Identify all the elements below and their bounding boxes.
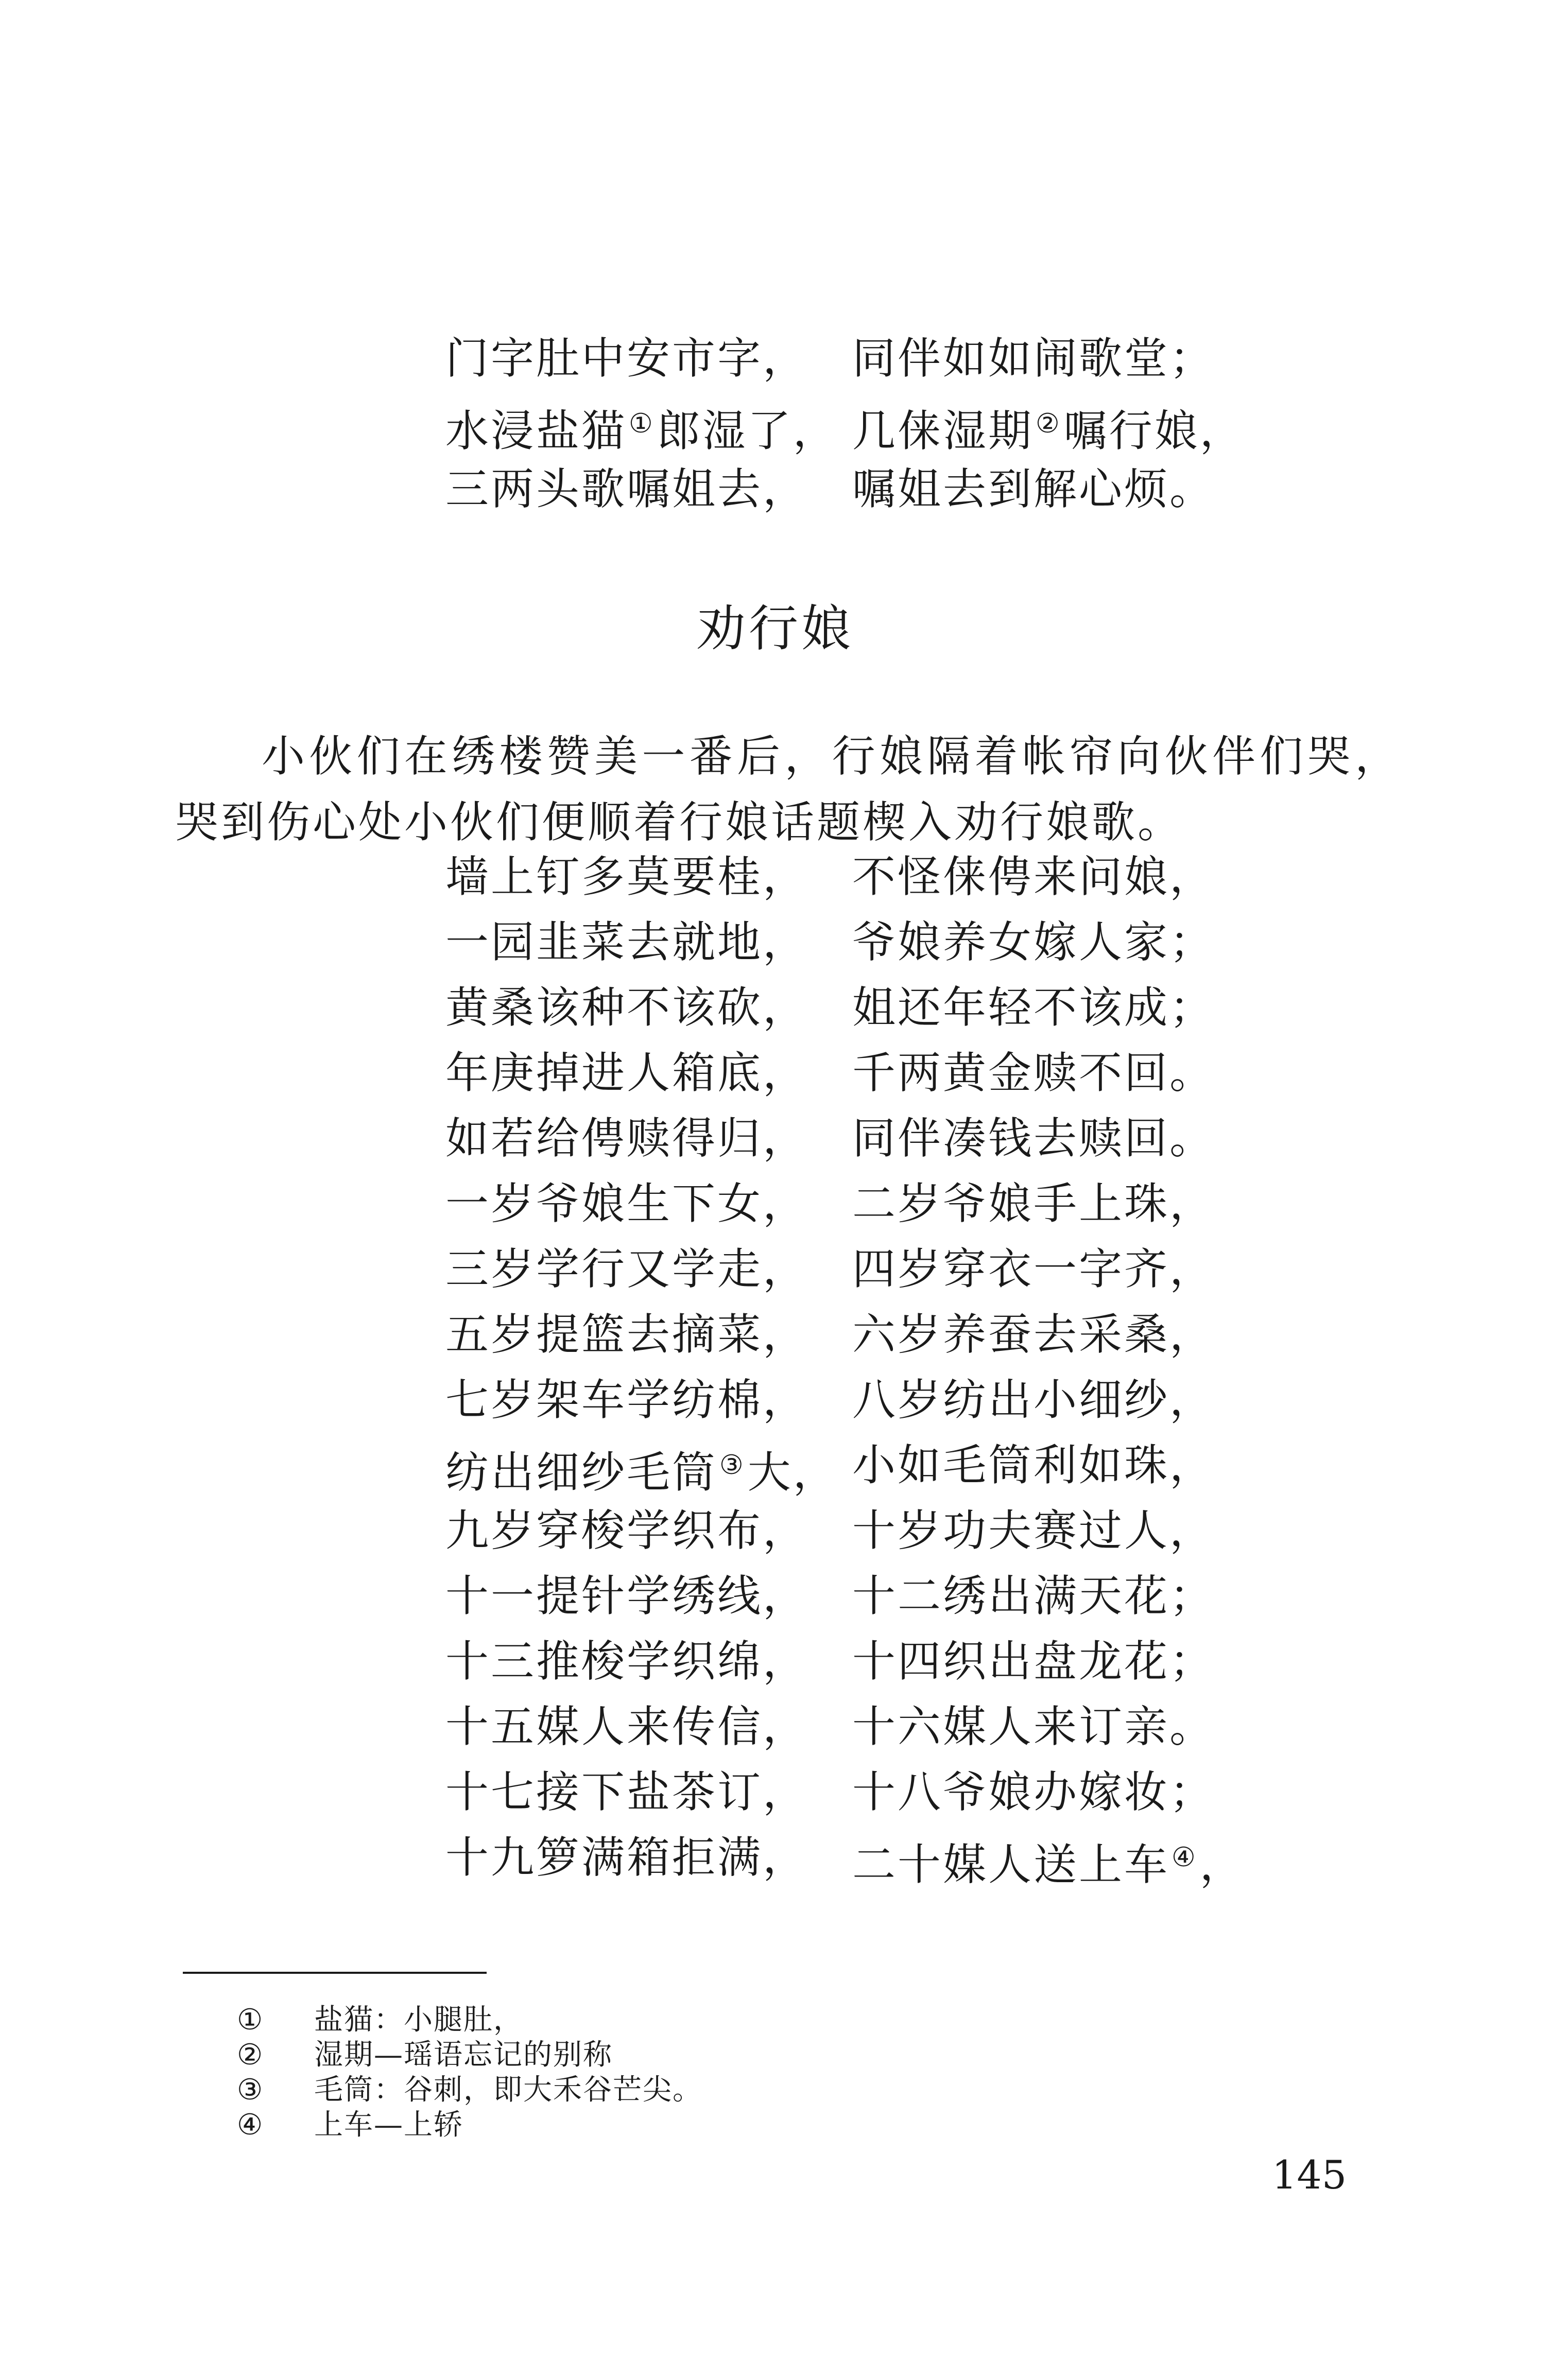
page-number: 145: [1272, 2152, 1347, 2198]
verse-line-right: [852, 391, 1244, 457]
verse-line-right: 十四织出盘龙花；: [852, 1636, 1215, 1687]
verse-line-right: 八岁纺出小细纱，: [852, 1375, 1215, 1425]
verse-line-left: 如若给俜赎得归，: [445, 1113, 808, 1163]
verse-line-left: 十三推梭学织绵，: [445, 1636, 808, 1687]
verse-line-right: 小如毛筒利如珠，: [852, 1440, 1215, 1490]
verse-line-right: 十二绣出满天花；: [852, 1571, 1215, 1621]
verse-line-left: 十一提针学绣线，: [445, 1571, 808, 1621]
footnote-number: ③: [237, 2073, 264, 2107]
verse-line-right: 四岁穿衣一字齐，: [852, 1244, 1215, 1294]
footnote-number: ④: [237, 2108, 264, 2142]
verse-line-left: [445, 391, 852, 457]
verse-line-right: 十八爷娘办嫁妆；: [852, 1767, 1215, 1817]
footnote-marker: ④: [1172, 1842, 1198, 1873]
verse-line-left: 年庚掉进人箱底，: [445, 1048, 808, 1098]
footnote-marker: ①: [629, 408, 655, 439]
footnote-divider: [183, 1972, 487, 1974]
section-title: 劝行娘: [696, 600, 854, 657]
footnote-marker: ③: [719, 1450, 746, 1481]
verse-line-left: 黄桑该种不该砍，: [445, 982, 808, 1033]
verse-line-left: [445, 1433, 852, 1498]
verse-line-left: 十七接下盐茶订，: [445, 1767, 808, 1817]
verse-line-left: 一岁爷娘生下女，: [445, 1178, 808, 1229]
verse-block-top: [445, 326, 1244, 522]
verse-line-right: 六岁养蚕去采桑，: [852, 1309, 1215, 1360]
footnote-number: ②: [237, 2038, 264, 2072]
verse-line-right: 二岁爷娘手上珠，: [852, 1178, 1215, 1229]
verse-line-left: 十九箩满箱拒满，: [445, 1832, 808, 1883]
verse-text: 几俫湿期: [852, 406, 1034, 456]
footnote-text: 盐猫：小腿肚，: [314, 2003, 523, 2037]
verse-line-right: 不怪俫俜来问娘，: [852, 852, 1215, 902]
footnote: [237, 2003, 702, 2038]
footnote-text: 上车—上轿: [314, 2108, 463, 2142]
verse-line-left: 三两头歌嘱姐去，: [445, 464, 808, 514]
footnote: [237, 2073, 702, 2108]
verse-text: 大，: [747, 1447, 838, 1498]
verse-line-right: 同伴凑钱去赎回。: [852, 1113, 1215, 1163]
footnote-marker: ②: [1036, 408, 1062, 439]
verse-line-left: 三岁学行又学走，: [445, 1244, 808, 1294]
footnotes: [237, 2003, 702, 2143]
verse-line-right: 姐还年轻不该成；: [852, 982, 1215, 1033]
verse-text: ，: [1199, 1839, 1245, 1890]
footnote: [237, 2108, 702, 2143]
verse-line-right: 十六媒人来订亲。: [852, 1701, 1215, 1752]
footnote: [237, 2038, 702, 2073]
verse-line-left: 九岁穿梭学织布，: [445, 1505, 808, 1556]
footnote-number: ①: [237, 2003, 264, 2037]
verse-text: 郎湿了，: [657, 406, 838, 456]
verse-line-left: 七岁架车学纺棉，: [445, 1375, 808, 1425]
verse-block-main: [445, 844, 1244, 1890]
verse-line-right: 同伴如如闹歌堂；: [852, 333, 1215, 384]
verse-line-left: 门字肚中安市字，: [445, 333, 808, 384]
verse-text: 水浸盐猫: [445, 406, 627, 456]
footnote-text: 湿期—瑶语忘记的别称: [314, 2038, 613, 2072]
intro-paragraph: 小伙们在绣楼赞美一番后，行娘隔着帐帘向伙伴们哭，哭到伤心处小伙们便顺着行娘话题楔入劝行娘歌。: [175, 731, 1401, 847]
verse-text: 二十媒人送上车: [852, 1839, 1170, 1890]
verse-line-left: 十五媒人来传信，: [445, 1701, 808, 1752]
verse-text: 嘱行娘，: [1063, 406, 1245, 456]
verse-line-right: 十岁功夫赛过人，: [852, 1505, 1215, 1556]
verse-line-left: 五岁提篮去摘菜，: [445, 1309, 808, 1360]
verse-line-right: [852, 1825, 1244, 1890]
verse-line-right: 嘱姐去到解心烦。: [852, 464, 1215, 514]
verse-line-left: 一园韭菜去就地，: [445, 917, 808, 967]
footnote-text: 毛筒：谷刺，即大禾谷芒尖。: [314, 2073, 702, 2107]
verse-line-right: 千两黄金赎不回。: [852, 1048, 1215, 1098]
verse-line-left: 墙上钉多莫要桂，: [445, 852, 808, 902]
verse-text: 纺出细纱毛筒: [445, 1447, 718, 1498]
verse-line-right: 爷娘养女嫁人家；: [852, 917, 1215, 967]
